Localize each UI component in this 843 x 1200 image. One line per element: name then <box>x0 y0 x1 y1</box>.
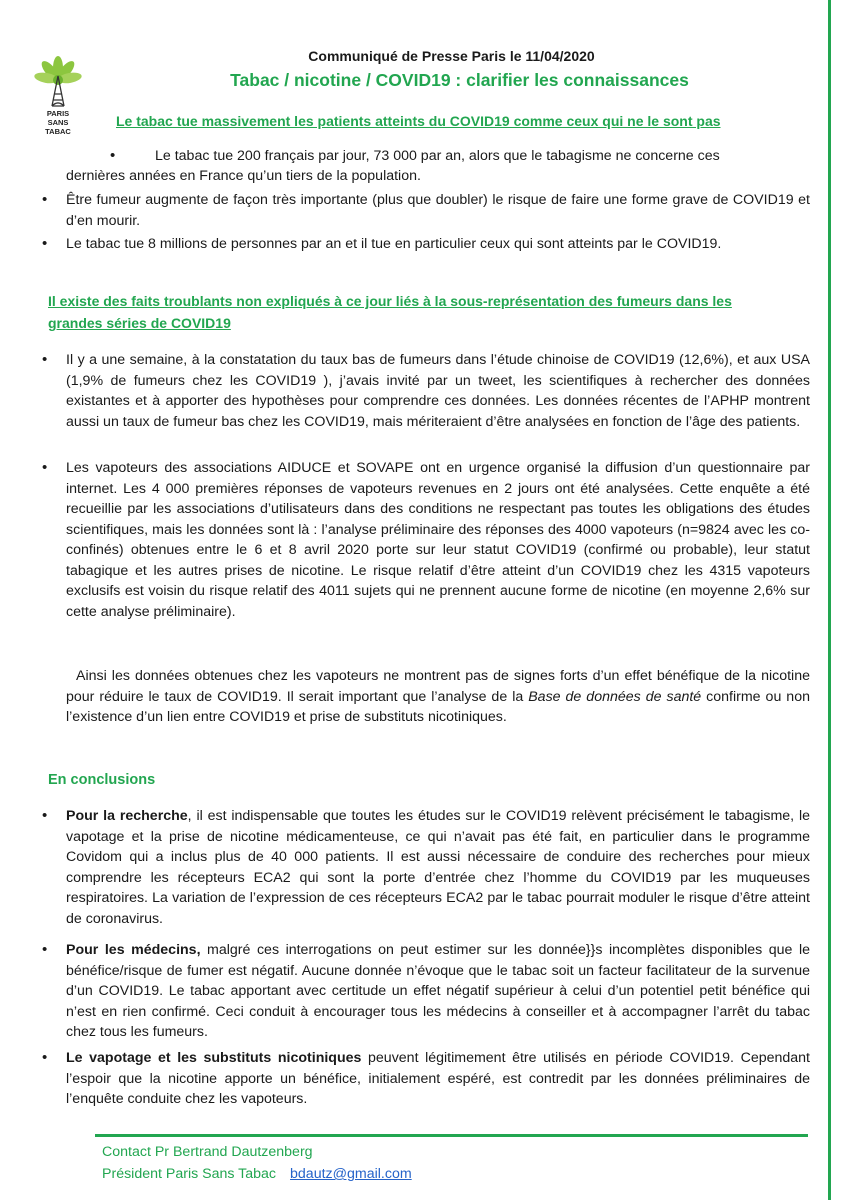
conclusions-heading: En conclusions <box>48 772 156 788</box>
logo-text-tabac: TABAC <box>45 127 71 136</box>
section3-bullet-vaping <box>66 1048 810 1110</box>
logo-text-paris: PARIS <box>46 109 70 118</box>
logo-text-sans: SANS <box>47 118 69 127</box>
page-title: Tabac / nicotine / COVID19 : clarifier les connaissances <box>230 70 689 90</box>
paris-sans-tabac-logo <box>26 54 90 140</box>
footer-contact: Contact Pr Bertrand Dautzenberg <box>102 1144 313 1160</box>
bullet-marker: • <box>42 235 48 252</box>
section1-bullet3: Le tabac tue 8 millions de personnes par an et il tue en particulier ceux qui sont atteints par le COVID19. <box>66 236 722 252</box>
doctors-text: malgré ces interrogations on peut estimer sur les donnée}}s incomplètes disponibles que le bénéfice/risque de fumer est négatif. Aucune donnée n’évoque que le tabac soit un facteur facilitateur de la survenue d’un COVID19. Le tabac apportant avec certitude un effet négatif supérieur à celui d’un potentiel petit bénéfice qui n’est en rien confirmé. Ceci conduit à encourager tous les médecins à conseiller et à accompagner l’arrêt du tabac chez tous les fumeurs. <box>66 942 810 1040</box>
press-release-line: Communiqué de Presse Paris le 11/04/2020 <box>308 48 595 64</box>
footer-email-link[interactable]: bdautz@gmail.com <box>290 1166 412 1182</box>
bullet-marker: • <box>42 807 48 824</box>
section2-heading-line1: Il existe des faits troublants non expliqués à ce jour liés à la sous-représentation des fumeurs dans les <box>48 293 732 309</box>
paragraph-text: Ainsi les données obtenues chez les vapoteurs ne montrent pas de signes forts d’un effet bénéfique de la nicotine pour réduire le taux de COVID19. Il serait important que l’analyse de la <box>66 668 810 705</box>
right-margin-rule <box>828 0 831 1200</box>
footer-rule <box>95 1134 808 1137</box>
footer-role: Président Paris Sans Tabac <box>102 1166 277 1182</box>
doctors-label: Pour les médecins, <box>66 942 201 958</box>
vaping-text: peuvent légitimement être utilisés en période COVID19. Cependant l’espoir que la nicotine apporte un bénéfice, initialement espéré, est contredit par les données préliminaires de l’enquête conduite chez les vapoteurs. <box>66 1050 810 1107</box>
vaping-label: Le vapotage et les substituts nicotiniques <box>66 1050 362 1066</box>
bullet-marker: • <box>42 941 48 958</box>
section2-conclusion-paragraph <box>66 666 810 728</box>
bullet-marker: • <box>42 1049 48 1066</box>
section3-bullet-research <box>66 806 810 929</box>
section1-heading: Le tabac tue massivement les patients atteints du COVID19 comme ceux qui ne le sont pas <box>116 113 721 129</box>
database-name: Base de données de santé <box>528 688 702 705</box>
bullet-marker: • <box>42 191 48 208</box>
footer-role-line <box>102 1164 412 1184</box>
section2-bullet2: Les vapoteurs des associations AIDUCE et SOVAPE ont en urgence organisé la diffusion d’un questionnaire par internet. Les 4 000 premières réponses de vapoteurs revenues en 2 jours ont été analysées. Cette enquête a été recueillie par les associations d’utilisateurs dans des conditions ne respectant pas toutes les obligations des études scientifiques, mais les données sont là : l’analyse préliminaire des réponses des 4000 vapoteurs (n=9824 avec les co-confinés) obtenues entre le 6 et 8 avril 2020 porte sur leur statut COVID19 (confirmé ou probable), leur statut tabagique et les autres prises de nicotine. Le risque relatif d’être atteint d’un COVID19 chez les 4315 vapoteurs exclusifs est voisin du risque relatif des 4011 sujets qui ne prennent aucune forme de nicotine (en moyenne 2,6% sur cette analyse préliminaire). <box>66 460 810 620</box>
research-label: Pour la recherche <box>66 808 188 824</box>
section1-bullet1-line2: dernières années en France qu’un tiers de la population. <box>66 168 421 184</box>
bullet-marker: • <box>110 147 116 164</box>
paragraph-text: confirme ou non l’existence d’un lien entre COVID19 et prise de substituts nicotiniques. <box>66 688 810 725</box>
section3-bullet-doctors <box>66 940 810 1043</box>
section2-bullet1: Il y a une semaine, à la constatation du taux bas de fumeurs dans l’étude chinoise de COVID19 (12,6%), et aux USA (1,9% de fumeurs chez les COVID19 ), j’avais invité par un tweet, les scientifiques à rechercher des données existantes et à apporter des hypothèses pour comprendre ces données. Les données récentes de l’APHP montrent aussi un taux de fumeur bas chez les COVID19, mais mériteraient d’être analysées en fonction de l’âge des patients. <box>66 352 810 430</box>
bullet-marker: • <box>42 459 48 476</box>
section2-heading-line2: grandes séries de COVID19 <box>48 315 231 331</box>
section1-bullet1-line1: Le tabac tue 200 français par jour, 73 000 par an, alors que le tabagisme ne concerne ces <box>155 148 720 164</box>
bullet-marker: • <box>42 351 48 368</box>
research-text: , il est indispensable que toutes les études sur le COVID19 relèvent précisément le tabagisme, le vapotage et la prise de nicotine médicamenteuse, ce qui n’avait pas été fait, en particulier dans le programme Covidom qui a inclus plus de 40 000 patients. Il est aussi nécessaire de conduire des recherches pour mieux comprendre les récepteurs ECA2 qui sont la porte d’entrée chez l’homme du COVID19 par les muqueuses respiratoires. La variation de l’expression de ces récepteurs ECA2 par le tabac pourrait moduler le risque d’être atteint de coronavirus. <box>66 808 810 927</box>
section1-bullet2: Être fumeur augmente de façon très importante (plus que doubler) le risque de faire une forme grave de COVID19 et d’en mourir. <box>66 192 810 229</box>
